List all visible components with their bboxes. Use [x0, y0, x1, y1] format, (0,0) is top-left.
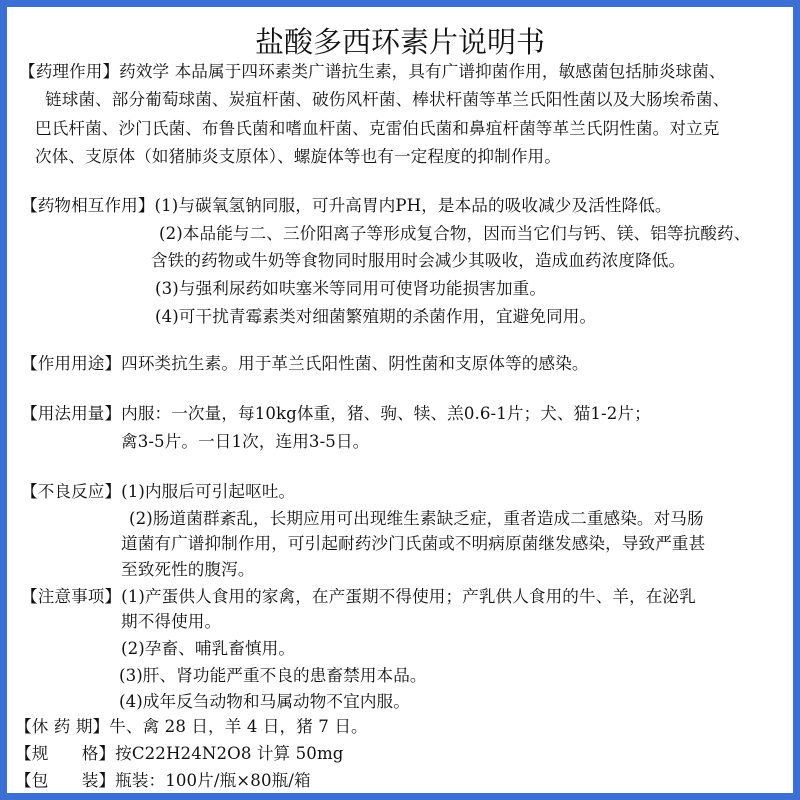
document-title: 盐酸多西环素片说明书 — [254, 25, 545, 59]
precautions-line: (2)孕畜、哺乳畜慎用。 — [121, 639, 296, 658]
pharmacology-line: 巴氏杆菌、沙门氏菌、布鲁氏菌和嗜血杆菌、克雷伯氏菌和鼻疽杆菌等革兰氏阴性菌。对立克 — [35, 119, 720, 138]
specification: 【规 格】按C22H24N2O8 计算 50mg — [15, 744, 344, 763]
pharmacology-line: 【药理作用】药效学 本品属于四环素类广谱抗生素，具有广谱抑菌作用，敏感菌包括肺炎球菌、 — [19, 62, 726, 81]
indications-line: 【作用用途】四环类抗生素。用于革兰氏阳性菌、阴性菌和支原体等的感染。 — [21, 354, 589, 373]
adverse-line: 【不良反应】(1)内服后可引起呕吐。 — [21, 482, 296, 501]
pharmacology-line: 链球菌、部分葡萄球菌、炭疽杆菌、破伤风杆菌、棒状杆菌等革兰氏阳性菌以及大肠埃希菌、 — [45, 90, 730, 109]
precautions-line: (4)成年反刍动物和马属动物不宜内服。 — [119, 692, 410, 711]
interactions-line: (4)可干扰青霉素类对细菌繁殖期的杀菌作用，宜避免同用。 — [155, 307, 597, 326]
instruction-sheet — [7, 7, 793, 793]
interactions-line: 含铁的药物或牛奶等食物同时服用时会减少其吸收，造成血药浓度降低。 — [151, 251, 686, 270]
interactions-line: (3)与强利尿药如呋塞米等同用可使肾功能损害加重。 — [155, 279, 547, 298]
interactions-line: (2)本品能与二、三价阳离子等形成复合物，因而当它们与钙、镁、铝等抗酸药、 — [159, 224, 751, 243]
dosage-line: 【用法用量】内服：一次量，每10kg体重，猪、驹、犊、羔0.6-1片；犬、猫1-2片； — [21, 404, 651, 423]
interactions-line: 【药物相互作用】(1)与碳氧氢钠同服，可升高胃内PH，是本品的吸收减少及活性降低。 — [21, 196, 672, 215]
precautions-line: (3)肝、肾功能严重不良的患畜禁用本品。 — [119, 666, 427, 685]
pharmacology-line: 次体、支原体（如猪肺炎支原体）、螺旋体等也有一定程度的抑制作用。 — [35, 147, 561, 166]
adverse-line: 至致死性的腹泻。 — [121, 560, 255, 579]
precautions-line: 【注意事项】(1)产蛋供人食用的家禽，在产蛋期不得使用；产乳供人食用的牛、羊，在泌乳 — [21, 587, 696, 606]
adverse-line: 道菌有广谱抑制作用，可引起耐药沙门氏菌或不明病原菌继发感染，导致严重甚 — [121, 534, 706, 553]
adverse-line: (2)肠道菌群紊乱，长期应用可出现维生素缺乏症，重者造成二重感染。对马肠 — [129, 509, 704, 528]
dosage-line: 禽3-5片。一日1次，连用3-5日。 — [121, 432, 370, 451]
packaging: 【包 装】瓶装：100片/瓶×80瓶/箱 — [15, 771, 311, 790]
precautions-line: 期不得使用。 — [121, 612, 222, 631]
withdrawal-period: 【休 药 期】牛、禽 28 日，羊 4 日，猪 7 日。 — [15, 717, 368, 736]
